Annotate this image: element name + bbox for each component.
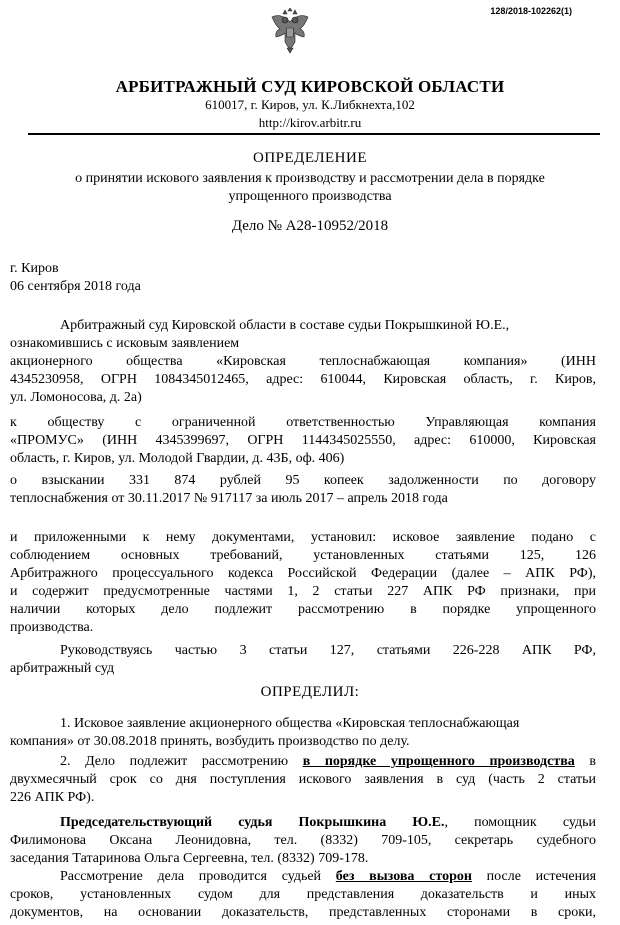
date: 06 сентября 2018 года xyxy=(10,279,141,294)
document-subtitle-line-2: упрощенного производства xyxy=(228,189,392,204)
defendant-line: к обществу с ограниченной ответственностью Управляющая компания xyxy=(10,415,596,430)
review-line-1 xyxy=(60,869,596,885)
case-number: Дело № А28-10952/2018 xyxy=(231,218,389,234)
established-line: и содержит предусмотренные частями 1, 2 статьи 227 АПК РФ признаки, при xyxy=(10,584,596,599)
review-line: документов, на основании доказательств, представленных сторонами в сроки, xyxy=(10,905,596,920)
established-line: соблюдением основных требований, установленных статьями 125, 126 xyxy=(10,548,596,563)
intro-line: Арбитражный суд Кировской области в составе судьи Покрышкиной Ю.Е., xyxy=(60,318,510,333)
city: г. Киров xyxy=(10,261,59,276)
russian-coat-of-arms-icon xyxy=(268,8,312,54)
intro-line: ознакомившись с исковым заявлением xyxy=(10,336,240,351)
established-line: производства. xyxy=(10,620,94,635)
document-number: 128/2018-102262(1) xyxy=(490,6,572,16)
court-website: http://kirov.arbitr.ru xyxy=(258,115,362,130)
judge-line: Филимонова Оксана Леонидовна, тел. (8332) 709-105, секретарь судебного xyxy=(10,833,596,848)
simplified-procedure-emphasis: в порядке упрощенного производства xyxy=(302,754,575,769)
court-address: 610017, г. Киров, ул. К.Либкнехта,102 xyxy=(205,97,415,112)
item-2-line: 226 АПК РФ). xyxy=(10,790,95,805)
defendant-line: область, г. Киров, ул. Молодой Гвардии, д. 43Б, оф. 406) xyxy=(10,451,345,466)
defendant-line: «ПРОМУС» (ИНН 4345399697, ОГРН 1144345025550, адрес: 610000, Кировская xyxy=(10,433,596,448)
item-2-line: двухмесячный срок со дня поступления искового заявления в суд (часть 2 статьи xyxy=(10,772,596,787)
judge-line: заседания Татаринова Ольга Сергеевна, тел. (8332) 709-178. xyxy=(10,851,369,866)
established-line: наличии которых дело подлежит рассмотрению в порядке упрощенного xyxy=(10,602,596,617)
plaintiff-line: ул. Ломоносова, д. 2а) xyxy=(10,390,142,405)
item-2-prefix: 2. Дело подлежит рассмотрению xyxy=(60,754,289,769)
review-suffix: после истечения xyxy=(486,869,597,884)
established-line: Арбитражного процессуального кодекса Российской Федерации (далее – АПК РФ), xyxy=(10,566,596,581)
plaintiff-line: акционерного общества «Кировская теплоснабжающая компания» (ИНН xyxy=(10,354,596,369)
document-title: ОПРЕДЕЛЕНИЕ xyxy=(252,150,368,166)
presiding-judge-label: Председательствующий судья Покрышкина Ю.Е. xyxy=(60,815,445,830)
no-parties-emphasis: без вызова сторон xyxy=(335,869,472,884)
court-name: АРБИТРАЖНЫЙ СУД КИРОВСКОЙ ОБЛАСТИ xyxy=(115,77,505,96)
item-1-line: компания» от 30.08.2018 принять, возбудить производство по делу. xyxy=(10,734,410,749)
document-subtitle-line-1: о принятии искового заявления к производству и рассмотрении дела в порядке xyxy=(75,171,545,186)
judge-line-1-rest: , помощник судьи xyxy=(444,815,596,830)
guided-line: Руководствуясь частью 3 статьи 127, статьями 226-228 АПК РФ, xyxy=(60,643,596,658)
guided-line: арбитражный суд xyxy=(10,661,115,676)
item-2-line-1 xyxy=(60,754,596,770)
item-2-suffix: в xyxy=(589,754,596,769)
review-line: сроков, установленных судом для представления доказательств и иных xyxy=(10,887,596,902)
item-1-line: 1. Исковое заявление акционерного общества «Кировская теплоснабжающая xyxy=(60,716,520,731)
review-prefix: Рассмотрение дела проводится судьей xyxy=(60,869,322,884)
claim-line: теплоснабжения от 30.11.2017 № 917117 за июль 2017 – апрель 2018 года xyxy=(10,491,448,506)
judge-line-1 xyxy=(60,815,596,831)
established-line: и приложенными к нему документами, установил: исковое заявление подано с xyxy=(10,530,596,545)
claim-line: о взыскании 331 874 рублей 95 копеек задолженности по договору xyxy=(10,473,596,488)
header-divider xyxy=(28,133,600,135)
decided-heading: ОПРЕДЕЛИЛ: xyxy=(260,684,360,700)
plaintiff-line: 4345230958, ОГРН 1084345012465, адрес: 610044, Кировская область, г. Киров, xyxy=(10,372,596,387)
